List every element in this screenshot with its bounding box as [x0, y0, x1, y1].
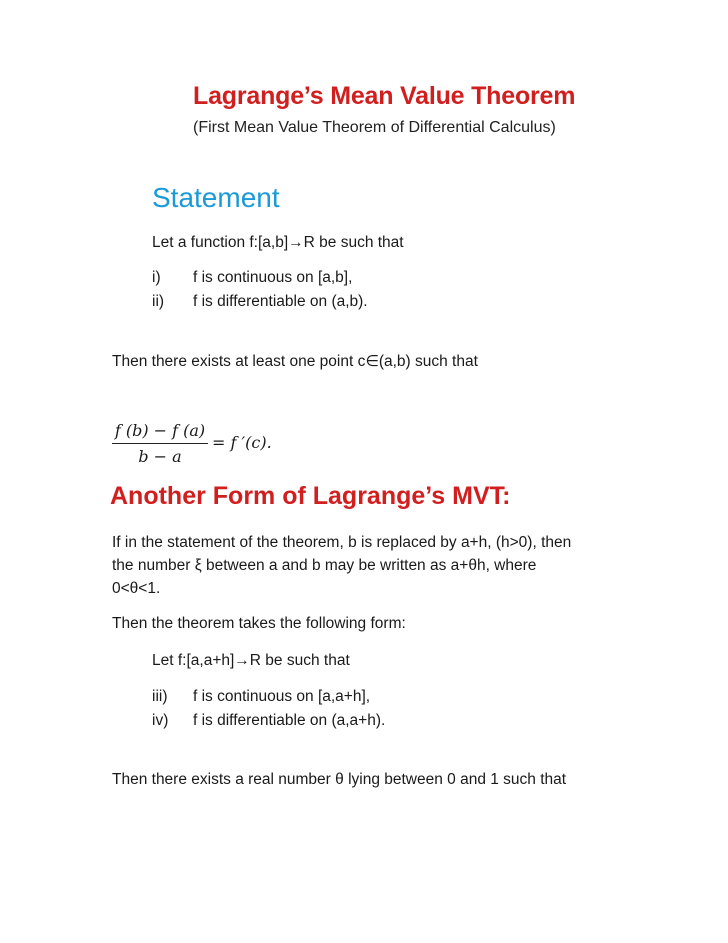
- paragraph-line: the number ξ between a and b may be written as a+θh, where: [112, 557, 537, 574]
- document-title: Lagrange’s Mean Value Theorem: [193, 82, 576, 110]
- paragraph-line: If in the statement of the theorem, b is replaced by a+h, (h>0), then: [112, 534, 572, 551]
- condition-number: iii): [152, 688, 168, 705]
- formula-rhs: = f ′(c).: [212, 433, 272, 452]
- mvt-formula: [112, 420, 282, 472]
- fraction-bar: [112, 443, 208, 444]
- condition-number: i): [152, 269, 161, 286]
- statement-heading: Statement: [152, 182, 280, 213]
- condition-text: f is differentiable on (a,b).: [193, 293, 368, 310]
- another-form-heading: Another Form of Lagrange’s MVT:: [110, 482, 511, 510]
- paragraph-line: 0<θ<1.: [112, 580, 161, 597]
- condition-text: f is differentiable on (a,a+h).: [193, 712, 386, 729]
- another-form-conclusion: Then there exists a real number θ lying between 0 and 1 such that: [112, 771, 567, 788]
- condition-number: iv): [152, 712, 169, 729]
- condition-text: f is continuous on [a,a+h],: [193, 688, 371, 705]
- takes-form-text: Then the theorem takes the following form:: [112, 615, 406, 632]
- formula-fraction: [112, 420, 208, 468]
- condition-text: f is continuous on [a,b],: [193, 269, 353, 286]
- document-subtitle: (First Mean Value Theorem of Differential Calculus): [193, 119, 556, 136]
- formula-numerator: f (b) − f (a): [114, 421, 206, 440]
- formula-denominator: b − a: [138, 447, 182, 466]
- another-form-intro: Let f:[a,a+h]→R be such that: [152, 652, 350, 669]
- statement-conclusion: Then there exists at least one point c∈(a,b) such that: [112, 353, 478, 370]
- statement-intro: Let a function f:[a,b]→R be such that: [152, 234, 404, 251]
- condition-number: ii): [152, 293, 165, 310]
